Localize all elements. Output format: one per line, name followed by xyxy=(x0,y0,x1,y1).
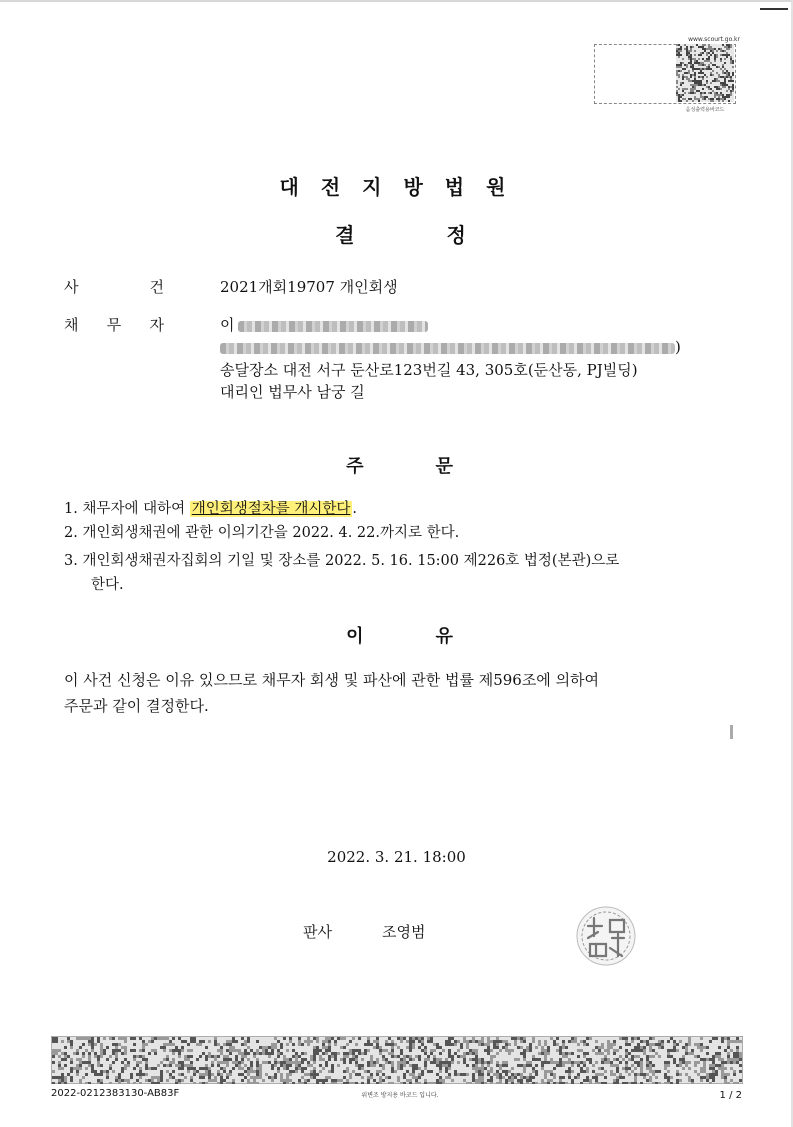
order-item-1-prefix: 1. 채무자에 대하여 xyxy=(64,501,190,517)
corner-mark xyxy=(760,8,788,10)
anti-forgery-barcode-icon xyxy=(51,1036,743,1084)
highlighted-text: 개인회생절차를 개시한다 xyxy=(191,501,351,517)
label-char: 사 xyxy=(64,278,79,296)
debtor-name-prefix: 이 xyxy=(220,316,235,334)
judge-name: 조영범 xyxy=(382,923,426,941)
label-char: 채 xyxy=(64,316,79,334)
reason-heading: 이유 xyxy=(346,626,525,647)
court-name: 대전지방법원 xyxy=(279,175,528,199)
page-number: 1 / 2 xyxy=(719,1090,742,1101)
barcode-caption: 위변조 방지용 바코드 입니다. xyxy=(361,1092,439,1099)
document-type: 결정 xyxy=(335,223,558,247)
order-item-2: 2. 개인회생채권에 관한 이의기간을 2022. 4. 22.까지로 한다. xyxy=(64,525,460,541)
court-seal-icon xyxy=(574,904,638,968)
debtor-label xyxy=(64,314,164,335)
redacted-name xyxy=(238,321,428,332)
document-code: 2022-0212383130-AB83F xyxy=(51,1088,180,1099)
qr-url: www.scourt.go.kr xyxy=(688,36,740,43)
delivery-address: 송달장소 대전 서구 둔산로123번길 43, 305호(둔산동, PJ빌딩) xyxy=(220,361,638,379)
case-label xyxy=(64,276,164,297)
decision-date: 2022. 3. 21. 18:00 xyxy=(327,848,466,866)
reason-line-1: 이 사건 신청은 이유 있으므로 채무자 회생 및 파산에 관한 법률 제596조에 의하여 xyxy=(64,671,600,689)
order-item-1 xyxy=(64,497,357,518)
case-value: 2021개회19707 개인회생 xyxy=(220,278,398,296)
order-item-3-continued: 한다. xyxy=(91,577,124,593)
label-char: 무 xyxy=(106,316,122,334)
order-heading: 주문 xyxy=(346,456,525,477)
redacted-address xyxy=(220,343,675,354)
margin-mark xyxy=(730,725,733,739)
debtor-address-suffix: ) xyxy=(675,338,681,356)
qr-caption: 음성출력용바코드 xyxy=(685,107,725,113)
label-char: 건 xyxy=(149,278,164,296)
reason-line-2: 주문과 같이 결정한다. xyxy=(64,697,209,715)
label-char: 자 xyxy=(149,316,164,334)
order-item-3: 3. 개인회생채권자집회의 기일 및 장소를 2022. 5. 16. 15:00 제226호 법정(본관)으로 xyxy=(64,553,620,569)
debtor-name xyxy=(220,314,428,335)
page-edge-top xyxy=(0,0,793,2)
debtor-address xyxy=(220,338,681,356)
qr-code-icon xyxy=(676,44,734,102)
judge-label: 판사 xyxy=(303,923,332,941)
legal-agent: 대리인 법무사 남궁 길 xyxy=(220,383,365,401)
order-item-1-suffix: . xyxy=(352,501,358,517)
